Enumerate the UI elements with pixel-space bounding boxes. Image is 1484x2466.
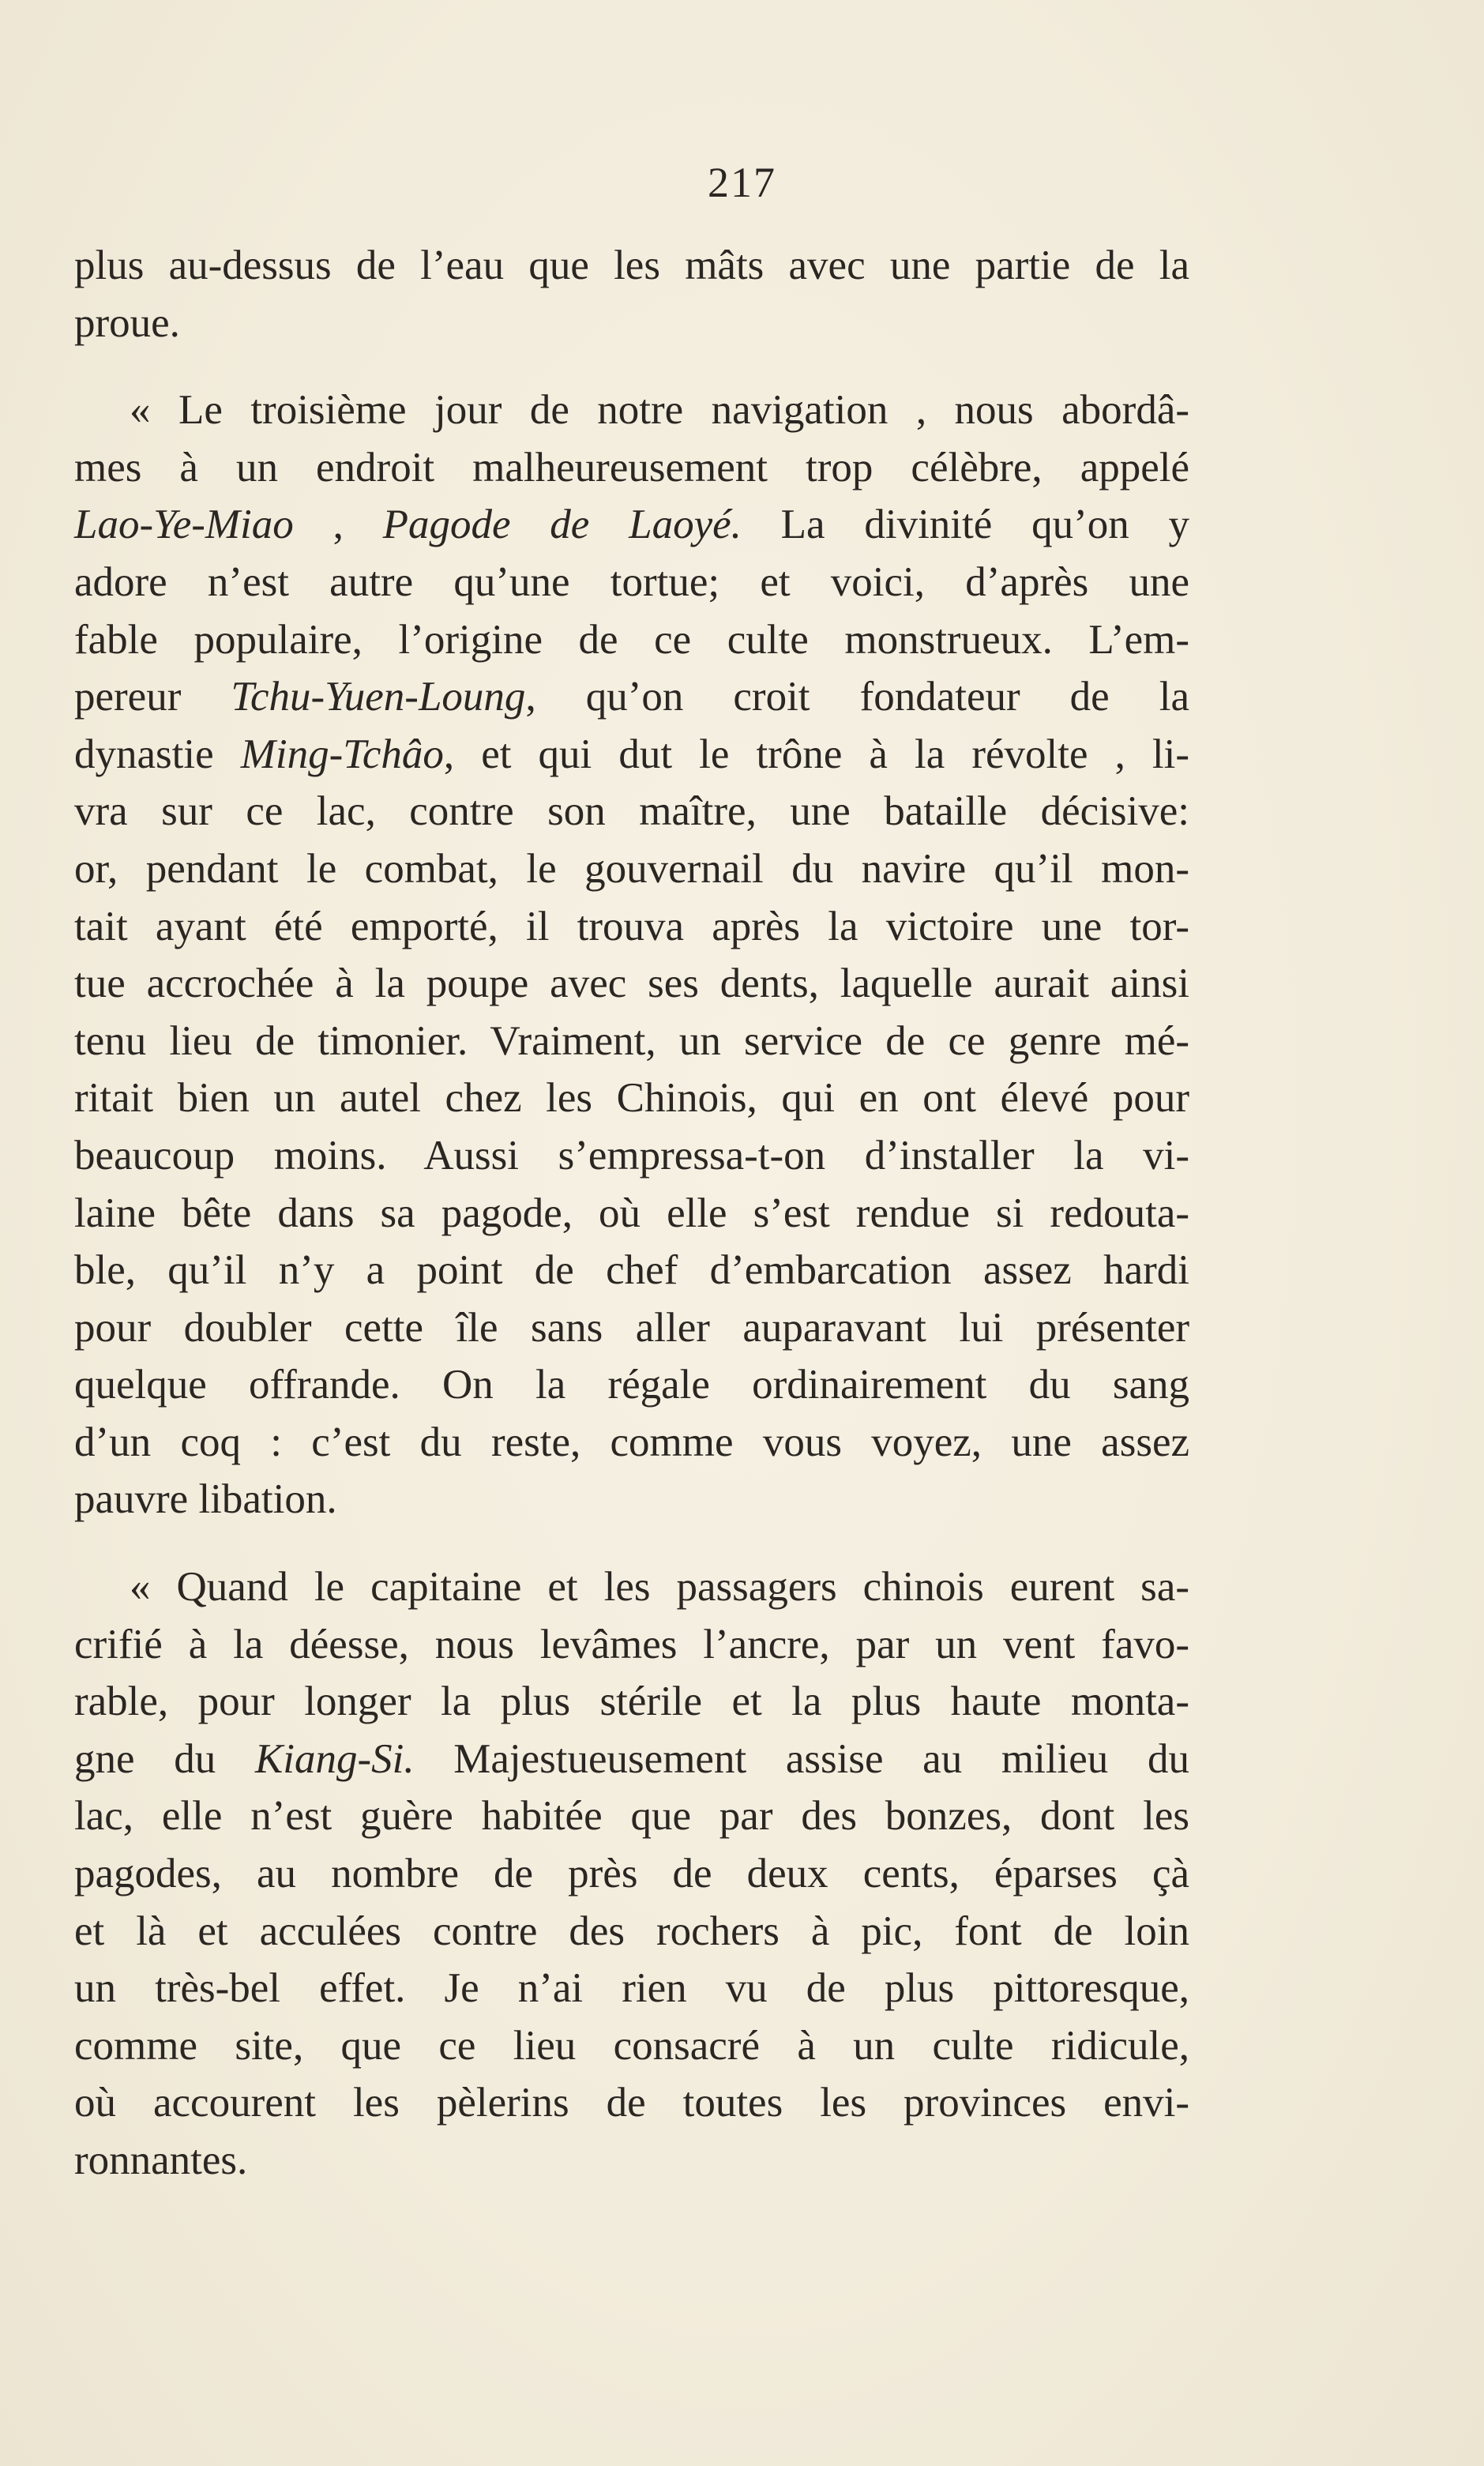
text-line — [74, 1242, 1189, 1299]
text-line — [74, 955, 1189, 1013]
text-line — [74, 1013, 1189, 1070]
text-run: dynastie — [74, 731, 241, 777]
text-run: tait ayant été emporté, il trouva après la victoire une tor- — [74, 903, 1189, 949]
italic-text: Lao-Ye-Miao — [74, 502, 294, 548]
text-line — [74, 1069, 1189, 1127]
body-text — [74, 237, 1189, 2190]
text-run: comme site, que ce lieu consacré à un culte ridicule, — [74, 2022, 1189, 2069]
paragraph — [74, 382, 1189, 1528]
text-run: ronnantes. — [74, 2137, 248, 2183]
italic-text: Kiang-Si. — [254, 1735, 415, 1782]
text-line — [74, 1558, 1189, 1616]
paragraph-gap — [74, 1528, 1189, 1558]
text-run: or, pendant le combat, le gouvernail du navire qu’il mon- — [74, 845, 1189, 892]
text-run: plus au-dessus de l’eau que les mâts avec une partie de la — [74, 242, 1189, 288]
text-run: , qu’on croit fondateur de la — [525, 674, 1189, 720]
text-line — [74, 439, 1189, 497]
text-run: , et qui dut le trône à la révolte , li- — [443, 731, 1189, 777]
text-line — [74, 1356, 1189, 1414]
page-number: 217 — [708, 159, 776, 206]
text-run: quelque offrande. On la régale ordinairement du sang — [74, 1362, 1189, 1408]
text-run: crifié à la déesse, nous levâmes l’ancre, par un vent favo- — [74, 1621, 1189, 1667]
text-run: beaucoup moins. Aussi s’empressa-t-on d’installer la vi- — [74, 1132, 1189, 1178]
text-line — [74, 382, 1189, 439]
text-run: ble, qu’il n’y a point de chef d’embarcation assez hardi — [74, 1247, 1189, 1294]
text-run: proue. — [74, 299, 180, 346]
text-line — [74, 1471, 1189, 1528]
italic-text: Tchu-Yuen-Loung — [231, 674, 526, 720]
text-run: ritait bien un autel chez les Chinois, qui en ont élevé pour — [74, 1075, 1189, 1122]
text-line — [74, 1414, 1189, 1472]
text-line — [74, 898, 1189, 956]
text-run: gne du — [74, 1735, 255, 1782]
text-run: pagodes, au nombre de près de deux cents, éparses çà — [74, 1851, 1189, 1897]
text-run: où accourent les pèlerins de toutes les provinces envi- — [74, 2080, 1189, 2126]
text-line — [74, 2017, 1189, 2075]
text-run: vra sur ce lac, contre son maître, une bataille décisive: — [74, 788, 1189, 835]
text-line — [74, 726, 1189, 784]
paragraph — [74, 1558, 1189, 2190]
text-run: pauvre libation. — [74, 1476, 337, 1523]
text-line — [74, 1731, 1189, 1788]
text-line — [74, 554, 1189, 611]
text-run: et là et acculées contre des rochers à pic, font de loin — [74, 1908, 1189, 1954]
text-line — [74, 783, 1189, 840]
text-line — [74, 1845, 1189, 1903]
text-run: pour doubler cette île sans aller auparavant lui présenter — [74, 1304, 1189, 1351]
text-line — [74, 1787, 1189, 1845]
text-run: fable populaire, l’origine de ce culte monstrueux. L’em- — [74, 616, 1189, 663]
text-run: rable, pour longer la plus stérile et la plus haute monta- — [74, 1678, 1189, 1725]
paragraph-gap — [74, 351, 1189, 382]
text-line — [74, 1616, 1189, 1674]
text-line — [74, 668, 1189, 726]
text-line — [74, 840, 1189, 898]
text-line — [74, 496, 1189, 554]
text-run: laine bête dans sa pagode, où elle s’est rendue si redouta- — [74, 1190, 1189, 1236]
text-line — [74, 611, 1189, 669]
text-line — [74, 1960, 1189, 2017]
text-line — [74, 1127, 1189, 1185]
text-run: tenu lieu de timonier. Vraiment, un service de ce genre mé- — [74, 1017, 1189, 1064]
italic-text: Pagode de Laoyé. — [382, 502, 742, 548]
paragraph — [74, 237, 1189, 351]
text-line — [74, 295, 1189, 352]
text-run: un très-bel effet. Je n’ai rien vu de plus pittoresque, — [74, 1965, 1189, 2012]
text-run: La divinité qu’on y — [741, 502, 1189, 548]
text-line — [74, 1299, 1189, 1357]
text-line — [74, 1185, 1189, 1242]
text-line — [74, 2074, 1189, 2132]
text-line — [74, 237, 1189, 295]
text-run: , — [293, 502, 383, 548]
text-run: « Le troisième jour de notre navigation , nous abordâ- — [130, 387, 1189, 434]
text-run: mes à un endroit malheureusement trop célèbre, appelé — [74, 444, 1189, 491]
italic-text: Ming-Tchâo — [240, 731, 444, 777]
text-run: lac, elle n’est guère habitée que par des bonzes, dont les — [74, 1793, 1189, 1840]
text-run: adore n’est autre qu’une tortue; et voici, d’après une — [74, 558, 1189, 605]
text-line — [74, 1673, 1189, 1731]
text-run: pereur — [74, 674, 231, 720]
text-line — [74, 1903, 1189, 1960]
text-run: Majestueusement assise au milieu du — [414, 1735, 1189, 1782]
text-run: d’un coq : c’est du reste, comme vous voyez, une assez — [74, 1419, 1189, 1465]
text-run: « Quand le capitaine et les passagers chinois eurent sa- — [130, 1564, 1189, 1611]
text-run: tue accrochée à la poupe avec ses dents, laquelle aurait ainsi — [74, 960, 1189, 1007]
text-line — [74, 2132, 1189, 2190]
